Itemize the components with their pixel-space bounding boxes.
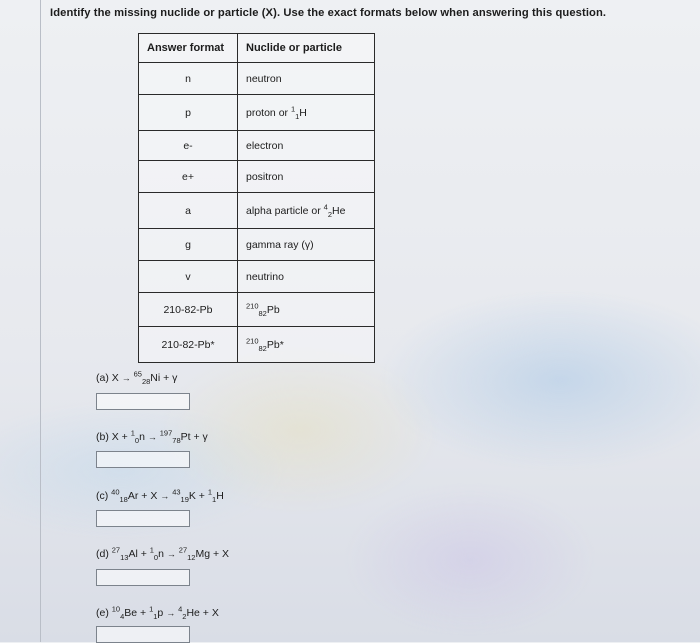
question-d [96,545,230,563]
particle-name: alpha particle or [246,204,324,217]
question-prompt: Identify the missing nuclide or particle (X). Use the exact formats below when answering this question. [50,7,607,19]
table-row [139,95,375,131]
reaction-term: Pt + γ [180,431,208,443]
atomic-number: 82 [258,343,267,353]
reaction-term: He + X [186,607,219,619]
table-header-row [139,34,375,63]
atomic-number: 4 [120,612,125,622]
atomic-number: 1 [212,495,217,505]
particle-cell: neutron [238,63,375,95]
format-cell: a [139,193,238,229]
atomic-number: 1 [295,111,300,121]
mass-number: 4 [323,202,328,211]
reaction-arrow: → [160,491,170,501]
format-cell: v [139,261,238,293]
answer-input-d[interactable] [96,569,190,586]
format-cell: g [139,229,238,261]
question-label: (a) X [96,372,119,384]
mass-number: 1 [149,604,154,614]
atomic-number: 82 [258,308,267,318]
table-row [139,293,375,327]
answer-input-c[interactable] [96,510,190,527]
mass-number: 1 [130,428,135,438]
mass-number: 65 [133,369,142,379]
mass-number: 210 [246,301,259,310]
atomic-number: 18 [119,495,128,505]
answer-format-table [138,33,375,363]
reaction-arrow: → [166,549,176,559]
format-cell: 210-82-Pb [139,293,238,327]
reaction-arrow: → [147,432,157,442]
reaction-arrow: → [121,373,131,383]
atomic-number: 13 [120,553,129,563]
mass-number: 210 [246,336,259,345]
format-cell: e- [139,131,238,161]
reaction-term: n [158,548,164,560]
reaction-term: n [139,431,145,443]
mass-number: 27 [178,545,188,555]
atomic-number: 1 [153,612,158,622]
particle-cell: electron [238,131,375,161]
reaction-term: Be + [124,607,150,619]
answer-input-b[interactable] [96,451,190,468]
reaction-term: H [216,490,224,502]
atomic-number: 78 [172,436,181,446]
mass-number: 27 [111,545,121,555]
mass-number: 1 [290,104,296,113]
mass-number: 197 [159,428,173,438]
particle-name: proton or [246,106,291,119]
particle-cell: gamma ray (γ) [238,229,375,261]
format-cell: p [139,95,238,131]
question-label: (c) [96,490,112,502]
particle-cell [238,293,375,327]
reaction-term: Mg + X [195,548,230,560]
question-label: (b) X + [96,431,131,443]
particle-cell: positron [238,161,375,193]
reaction-term: p [157,607,164,619]
question-a [96,369,178,387]
reaction-term: K + [188,490,208,502]
mass-number: 1 [149,545,154,555]
particle-cell [238,95,375,131]
mass-number: 40 [111,487,120,497]
answer-input-e[interactable] [96,626,190,643]
atomic-number: 12 [187,553,196,563]
atomic-number: 2 [182,612,187,622]
reaction-term: Al + [128,548,150,560]
table-row [139,161,375,193]
atomic-number: 28 [141,377,151,387]
reaction-arrow: → [166,608,176,618]
mass-number: 4 [178,604,183,614]
question-label: (d) [96,548,112,560]
format-cell: e+ [139,161,238,193]
column-header-answer-format: Answer format [139,34,238,63]
reaction-term: Ni + γ [150,372,178,384]
table-row [139,63,375,95]
format-cell: n [139,63,238,95]
column-header-nuclide: Nuclide or particle [238,34,375,63]
mass-number: 43 [172,487,181,497]
element-symbol: Pb* [266,338,284,351]
atomic-number: 19 [180,495,189,505]
table-row [139,261,375,293]
element-symbol: H [299,106,307,119]
reaction-term: Ar + X [127,490,158,502]
question-e [96,604,219,622]
table-row [139,229,375,261]
particle-cell [238,193,375,229]
table-row [139,327,375,363]
element-symbol: He [331,204,346,217]
atomic-number: 2 [327,209,332,219]
element-symbol: Pb [266,303,280,316]
question-c [96,487,224,505]
table-row [139,193,375,229]
particle-cell: neutrino [238,261,375,293]
atomic-number: 0 [134,436,140,446]
table-row [139,131,375,161]
mass-number: 10 [111,604,121,614]
format-cell: 210-82-Pb* [139,327,238,363]
answer-input-a[interactable] [96,393,190,410]
question-label: (e) [96,607,112,619]
particle-cell [238,327,375,363]
question-b [96,428,208,446]
atomic-number: 0 [153,553,159,563]
mass-number: 1 [207,487,213,497]
